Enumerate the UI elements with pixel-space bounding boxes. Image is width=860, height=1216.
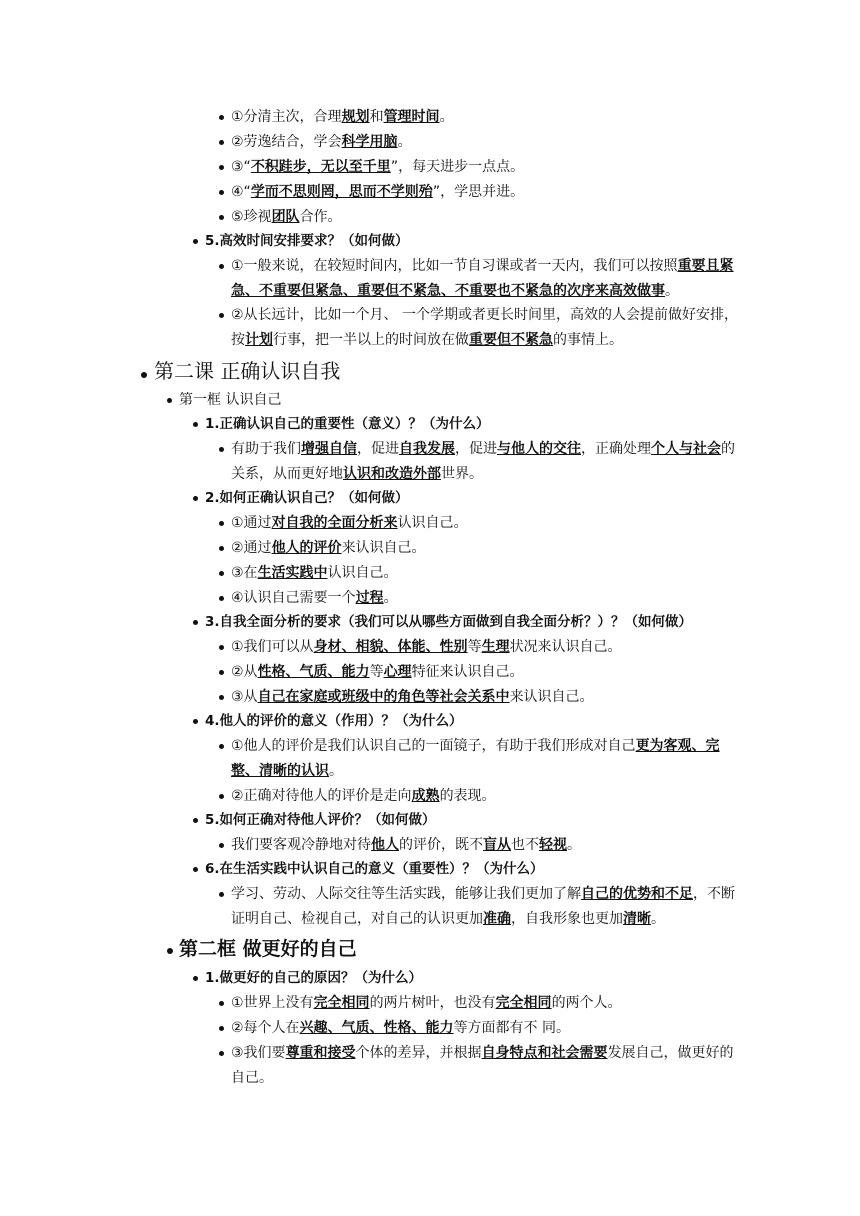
emphasis-text: 过程 [355, 590, 384, 606]
text-run: 。 [439, 109, 454, 125]
emphasis-text: 规划 [341, 109, 370, 125]
text-run: 的两片树叶，也没有 [369, 995, 496, 1011]
text-run: ，促进 [357, 441, 399, 457]
text-run: 认识自己。 [397, 515, 468, 531]
text-run: 。 [329, 763, 343, 779]
bullet [219, 1026, 224, 1031]
subheading [205, 486, 409, 510]
text-run: 状况来认识自己。 [509, 639, 622, 655]
bullet [219, 695, 224, 700]
emphasis-text: 自己在家庭或班级中的角色等社会关系中 [257, 689, 510, 705]
text-run: 来认识自己。 [509, 689, 594, 705]
subheading [205, 610, 692, 634]
list-item [231, 536, 426, 560]
text-run: 等 [467, 639, 482, 655]
text-run: 来认识自己。 [341, 540, 426, 556]
subheading [205, 966, 422, 990]
emphasis-text: 急、不重要但紧急、重要但不紧急、不重要也不紧急的次序来高效做事 [231, 283, 665, 299]
bullet [219, 1001, 224, 1006]
emphasis-text: 清晰 [623, 911, 651, 927]
text-run: 也不 [511, 837, 539, 853]
emphasis-text: 身材、相貌、体能、性别 [313, 639, 468, 655]
list-item [231, 784, 496, 808]
bold-text: 5.高效时间安排要求？（如何做） [205, 233, 409, 249]
text-run: ①他人的评价是我们认识自己的一面镜子，有助于我们形成对自己 [231, 738, 636, 754]
text-run: ，促进 [455, 441, 497, 457]
bold-text: 2.如何正确认识自己？（如何做） [205, 490, 409, 506]
bold-text: 6.在生活实践中认识自己的意义（重要性）？（为什么） [205, 861, 544, 877]
emphasis-text: 性格、气质、能力 [257, 664, 370, 680]
text-run: ③在 [231, 565, 258, 581]
text-run: 世界。 [441, 466, 483, 482]
bullet [193, 818, 198, 823]
list-item-continuation [231, 907, 665, 931]
text-run: 第二框 做更好的自己 [179, 938, 357, 960]
emphasis-text: 重要且紧 [677, 258, 734, 274]
text-run: 的评价，既不 [399, 837, 483, 853]
text-run: ③“ [231, 159, 251, 175]
text-run: ②从长远计，比如一个月、 一个学期或者更长时间里，高效的人会提前做好安排， [231, 307, 738, 323]
emphasis-text: 轻视 [539, 837, 567, 853]
bullet [219, 1051, 224, 1056]
emphasis-text: 个人与社会 [651, 441, 721, 457]
text-run: 第二课 正确认识自我 [154, 359, 341, 383]
subheading [205, 229, 409, 253]
bullet [219, 794, 224, 799]
subheading [205, 808, 436, 832]
emphasis-text: 不积跬步，无以至千里 [250, 159, 391, 175]
bold-text: 4.他人的评价的意义（作用）？（为什么） [205, 713, 463, 729]
bold-text: 1.正确认识自己的重要性（意义）？（为什么） [205, 416, 490, 432]
emphasis-text: 心理 [383, 664, 412, 680]
bullet [219, 670, 224, 675]
text-run: 自己。 [231, 1070, 273, 1086]
text-run: ①一般来说，在较短时间内，比如一节自习课或者一天内，我们可以按照 [231, 258, 678, 274]
text-run: ③从 [231, 689, 258, 705]
list-item [231, 1016, 570, 1040]
bullet [193, 496, 198, 501]
bullet [219, 892, 224, 897]
bullet [193, 422, 198, 427]
list-item [231, 635, 622, 659]
subheading [205, 857, 544, 881]
bullet [219, 115, 224, 120]
text-run: 关系，从而更好地 [231, 466, 343, 482]
list-item-continuation [231, 759, 343, 783]
bullet [219, 843, 224, 848]
bullet [193, 239, 198, 244]
emphasis-text: 重要但不紧急 [469, 332, 553, 348]
list-item [231, 511, 468, 535]
list-item [231, 561, 398, 585]
text-run: 。 [383, 590, 398, 606]
emphasis-text: 与他人的交往 [497, 441, 581, 457]
bullet [219, 744, 224, 749]
text-run: ①分清主次，合理 [231, 109, 342, 125]
text-run: 的 [721, 441, 735, 457]
text-run: 发展自己，做更好的 [607, 1045, 734, 1061]
bullet [219, 165, 224, 170]
text-run: 证明自己、检视自己，对自己的认识更加 [231, 911, 483, 927]
text-run: 认识自己。 [327, 565, 398, 581]
bullet [219, 264, 224, 269]
emphasis-text: 对自我的全面分析来 [271, 515, 398, 531]
bullet [219, 313, 224, 318]
bold-text: 5.如何正确对待他人评价？（如何做） [205, 812, 436, 828]
list-item [231, 130, 412, 154]
text-run: ②通过 [231, 540, 272, 556]
text-run: 特征来认识自己。 [411, 664, 524, 680]
list-item [231, 1041, 734, 1065]
emphasis-text: 更为客观、完 [635, 738, 720, 754]
bullet [219, 215, 224, 220]
emphasis-text: 盲从 [483, 837, 511, 853]
text-run: 等方面都有不 同。 [453, 1020, 571, 1036]
text-run: 个体的差异，并根据 [355, 1045, 482, 1061]
emphasis-text: 准确 [483, 911, 511, 927]
section-title [179, 934, 357, 964]
text-run: ③我们要 [231, 1045, 286, 1061]
list-item-continuation [231, 462, 483, 486]
emphasis-text: 团队 [271, 209, 300, 225]
list-item-continuation [231, 328, 623, 352]
bullet [219, 596, 224, 601]
emphasis-text: 他人的评价 [271, 540, 342, 556]
text-run: ，正确处理 [581, 441, 651, 457]
list-item [231, 155, 524, 179]
text-run: 的事情上。 [553, 332, 623, 348]
list-item [231, 254, 734, 278]
emphasis-text: 整、清晰的认识 [231, 763, 329, 779]
emphasis-text: 增强自信 [301, 441, 357, 457]
bullet [219, 190, 224, 195]
bold-text: 1.做更好的自己的原因？（为什么） [205, 970, 423, 986]
bullet [193, 620, 198, 625]
emphasis-text: 自己的优势和不足 [581, 886, 693, 902]
emphasis-text: 尊重和接受 [285, 1045, 356, 1061]
text-run: 学习、劳动、人际交往等生活实践，能够让我们更加了解 [231, 886, 581, 902]
list-item [231, 660, 524, 684]
bullet [219, 571, 224, 576]
text-run: 的两个人。 [551, 995, 622, 1011]
text-run: 。 [397, 134, 412, 150]
bullet [219, 645, 224, 650]
list-item [231, 205, 342, 229]
subheading [205, 709, 463, 733]
subheading [205, 412, 490, 436]
text-run: 第一框 认识自己 [179, 392, 282, 408]
emphasis-text: 科学用脑 [341, 134, 398, 150]
bullet [219, 140, 224, 145]
bullet [193, 719, 198, 724]
text-run: ②劳逸结合，学会 [231, 134, 342, 150]
text-run: 我们要客观冷静地对待 [231, 837, 371, 853]
list-item [231, 734, 720, 758]
emphasis-text: 自身特点和社会需要 [481, 1045, 608, 1061]
text-run: 合作。 [299, 209, 342, 225]
list-item [231, 991, 622, 1015]
emphasis-text: 成熟 [411, 788, 440, 804]
text-run: 。 [567, 837, 581, 853]
bullet [219, 521, 224, 526]
list-item [231, 180, 524, 204]
emphasis-text: 生理 [481, 639, 510, 655]
text-run: ，自我形象也更加 [511, 911, 623, 927]
emphasis-text: 生活实践中 [257, 565, 328, 581]
text-run: 按 [231, 332, 245, 348]
bullet [167, 948, 173, 954]
emphasis-text: 管理时间 [383, 109, 440, 125]
emphasis-text: 完全相同 [313, 995, 370, 1011]
list-item-continuation [231, 279, 679, 303]
text-run: ①我们可以从 [231, 639, 314, 655]
text-run: 有助于我们 [231, 441, 301, 457]
text-run: 的表现。 [439, 788, 496, 804]
text-run: ④认识自己需要一个 [231, 590, 356, 606]
list-item [231, 882, 735, 906]
bullet [193, 976, 198, 981]
list-item [231, 833, 581, 857]
bullet [193, 867, 198, 872]
text-run: ②正确对待他人的评价是走向 [231, 788, 412, 804]
text-run: ，不断 [693, 886, 735, 902]
bullet [219, 546, 224, 551]
text-run: 行事，把一半以上的时间放在做 [273, 332, 469, 348]
emphasis-text: 兴趣、气质、性格、能力 [299, 1020, 454, 1036]
text-run: 。 [665, 283, 679, 299]
lesson-title [154, 356, 340, 386]
text-run: 等 [369, 664, 384, 680]
bullet [219, 447, 224, 452]
list-item [231, 685, 594, 709]
text-run: ⑤珍视 [231, 209, 272, 225]
text-run: ①通过 [231, 515, 272, 531]
bullet [141, 372, 147, 378]
text-run: ”，每天进步一点点。 [390, 159, 525, 175]
bold-text: 3.自我全面分析的要求（我们可以从哪些方面做到自我全面分析？）？（如何做） [205, 614, 693, 630]
section-title [179, 388, 281, 412]
emphasis-text: 计划 [245, 332, 273, 348]
bullet [167, 398, 172, 403]
emphasis-text: 认识和改造外部 [343, 466, 441, 482]
list-item-continuation [231, 1066, 273, 1090]
emphasis-text: 学而不思则罔，思而不学则殆 [250, 184, 433, 200]
text-run: ②从 [231, 664, 258, 680]
emphasis-text: 他人 [371, 837, 399, 853]
list-item [231, 586, 398, 610]
emphasis-text: 自我发展 [399, 441, 455, 457]
text-run: ①世界上没有 [231, 995, 314, 1011]
text-run: ②每个人在 [231, 1020, 300, 1036]
text-run: ”，学思并进。 [432, 184, 525, 200]
text-run: 。 [651, 911, 665, 927]
emphasis-text: 完全相同 [495, 995, 552, 1011]
text-run: ④“ [231, 184, 251, 200]
list-item [231, 303, 738, 327]
text-run: 和 [369, 109, 384, 125]
list-item [231, 105, 454, 129]
list-item [231, 437, 735, 461]
